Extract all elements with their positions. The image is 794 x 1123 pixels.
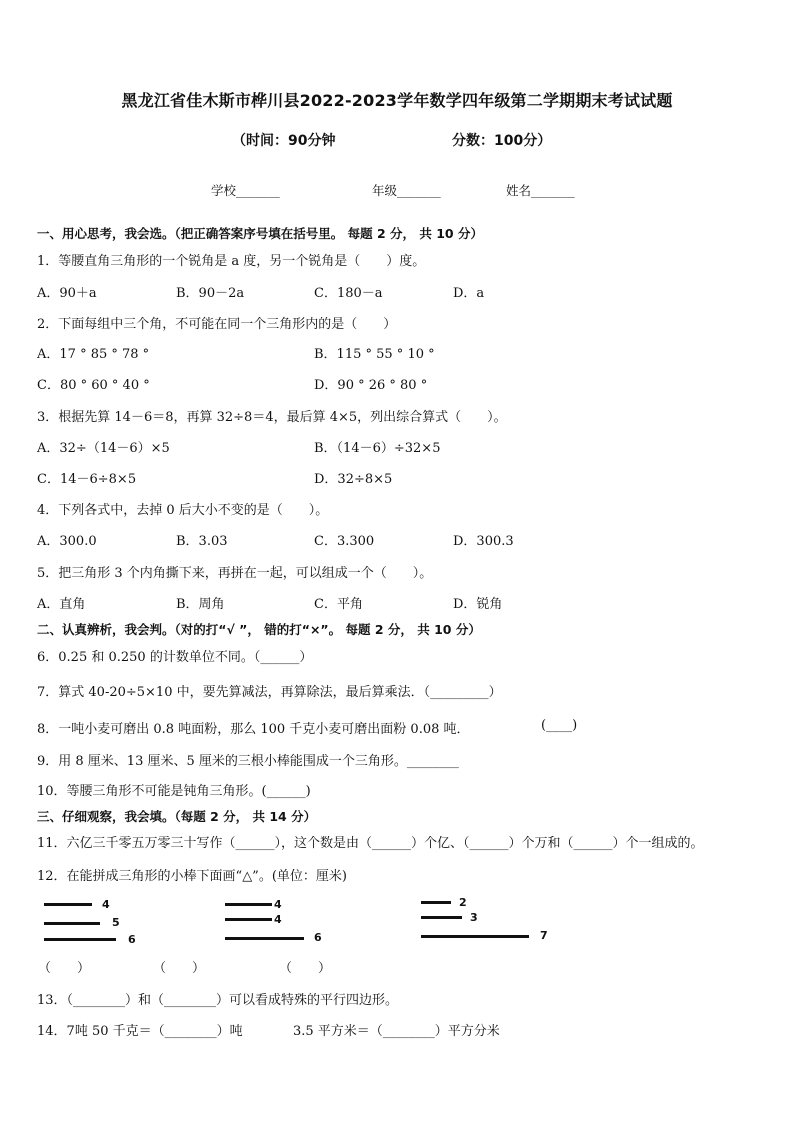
q5-option-d: D．锐角 <box>453 597 503 612</box>
q1-option-d: D．a <box>453 286 485 301</box>
stick <box>421 901 451 904</box>
page-title: 黑龙江省佳木斯市桦川县2022-2023学年数学四年级第二学期期末考试试题 <box>121 91 673 110</box>
q3-option-c: C．14－6÷8×5 <box>37 472 137 487</box>
q3-option-a: A．32÷（14－6）×5 <box>37 441 170 456</box>
stick <box>421 916 462 919</box>
section-2-title: 二、认真辨析，我会判。（对的打“√ ”， 错的打“×”。 每题 2 分， 共 10 分） <box>37 622 481 637</box>
question-14a: 14．7吨 50 千克＝（________）吨 <box>37 1024 243 1039</box>
answer-blank: （ ） <box>279 961 332 976</box>
section-3-title: 三、仔细观察，我会填。（每题 2 分， 共 14 分） <box>37 809 317 824</box>
exam-time: （时间：90分钟 <box>232 133 336 149</box>
question-4: 4．下列各式中，去掉 0 后大小不变的是（ ）。 <box>37 503 329 518</box>
question-1: 1．等腰直角三角形的一个锐角是 a 度，另一个锐角是（ ）度。 <box>37 254 426 269</box>
q3-option-b: B．（14－6）÷32×5 <box>314 441 441 456</box>
question-7: 7．算式 40-20÷5×10 中，要先算减法，再算除法，最后算乘法．（_________） <box>37 685 502 700</box>
stick-length-label: 5 <box>112 916 120 929</box>
answer-blank: （ ） <box>153 961 206 976</box>
stick <box>44 938 116 941</box>
q4-option-d: D．300.3 <box>453 534 514 549</box>
exam-score: 分数：100分） <box>452 133 552 149</box>
section-1-title: 一、用心思考，我会选。（把正确答案序号填在括号里。 每题 2 分， 共 10 分） <box>37 226 483 241</box>
question-9: 9．用 8 厘米、13 厘米、5 厘米的三根小棒能围成一个三角形。________ <box>37 754 459 769</box>
q2-option-a: A．17 ° 85 ° 78 ° <box>37 347 150 362</box>
stick-length-label: 7 <box>540 929 548 942</box>
stick-length-label: 4 <box>102 898 110 911</box>
question-2: 2．下面每组中三个角，不可能在同一个三角形内的是（ ） <box>37 317 397 332</box>
q4-option-c: C．3.300 <box>314 534 375 549</box>
q4-option-b: B．3.03 <box>176 534 228 549</box>
question-13: 13．（________）和（________）可以看成特殊的平行四边形。 <box>37 993 399 1008</box>
stick <box>44 903 92 906</box>
question-8-answer: (____) <box>541 718 578 733</box>
q2-option-d: D．90 ° 26 ° 80 ° <box>314 378 428 393</box>
question-3: 3．根据先算 14－6＝8，再算 32÷8＝4，最后算 4×5，列出综合算式（ ）。 <box>37 410 507 425</box>
question-8: 8．一吨小麦可磨出 0.8 吨面粉，那么 100 千克小麦可磨出面粉 0.08 吨． <box>37 722 470 737</box>
question-14b: 3.5 平方米＝（________）平方分米 <box>293 1024 500 1039</box>
q3-option-d: D．32÷8×5 <box>314 472 393 487</box>
q5-option-c: C．平角 <box>314 597 363 612</box>
stick <box>225 918 272 921</box>
stick-length-label: 4 <box>274 898 282 911</box>
question-11: 11．六亿三千零五万零三十写作（______），这个数是由（______）个亿、（______）个万和（______）个一组成的。 <box>37 836 704 851</box>
question-6: 6．0.25 和 0.250 的计数单位不同。（______） <box>37 650 313 665</box>
stick-length-label: 6 <box>314 931 322 944</box>
question-12: 12．在能拼成三角形的小棒下面画“△”。(单位：厘米) <box>37 869 347 884</box>
grade-field: 年级_______ <box>372 183 441 198</box>
stick <box>225 903 272 906</box>
name-field: 姓名_______ <box>506 183 575 198</box>
question-10: 10．等腰三角形不可能是钝角三角形。(______) <box>37 784 311 799</box>
q1-option-a: A．90＋a <box>37 286 97 301</box>
question-5: 5．把三角形 3 个内角撕下来，再拼在一起，可以组成一个（ ）。 <box>37 566 433 581</box>
stick <box>44 922 100 925</box>
q2-option-c: C．80 ° 60 ° 40 ° <box>37 378 150 393</box>
q5-option-a: A．直角 <box>37 597 86 612</box>
stick-length-label: 2 <box>459 896 467 909</box>
q2-option-b: B．115 ° 55 ° 10 ° <box>314 347 435 362</box>
stick <box>421 935 529 938</box>
q5-option-b: B．周角 <box>176 597 225 612</box>
stick-length-label: 6 <box>128 933 136 946</box>
stick <box>225 937 304 940</box>
stick-length-label: 4 <box>274 913 282 926</box>
school-field: 学校_______ <box>211 183 280 198</box>
q4-option-a: A．300.0 <box>37 534 97 549</box>
answer-blank: （ ） <box>38 961 91 976</box>
q1-option-b: B．90－2a <box>176 286 245 301</box>
stick-length-label: 3 <box>470 911 478 924</box>
q1-option-c: C．180－a <box>314 286 383 301</box>
